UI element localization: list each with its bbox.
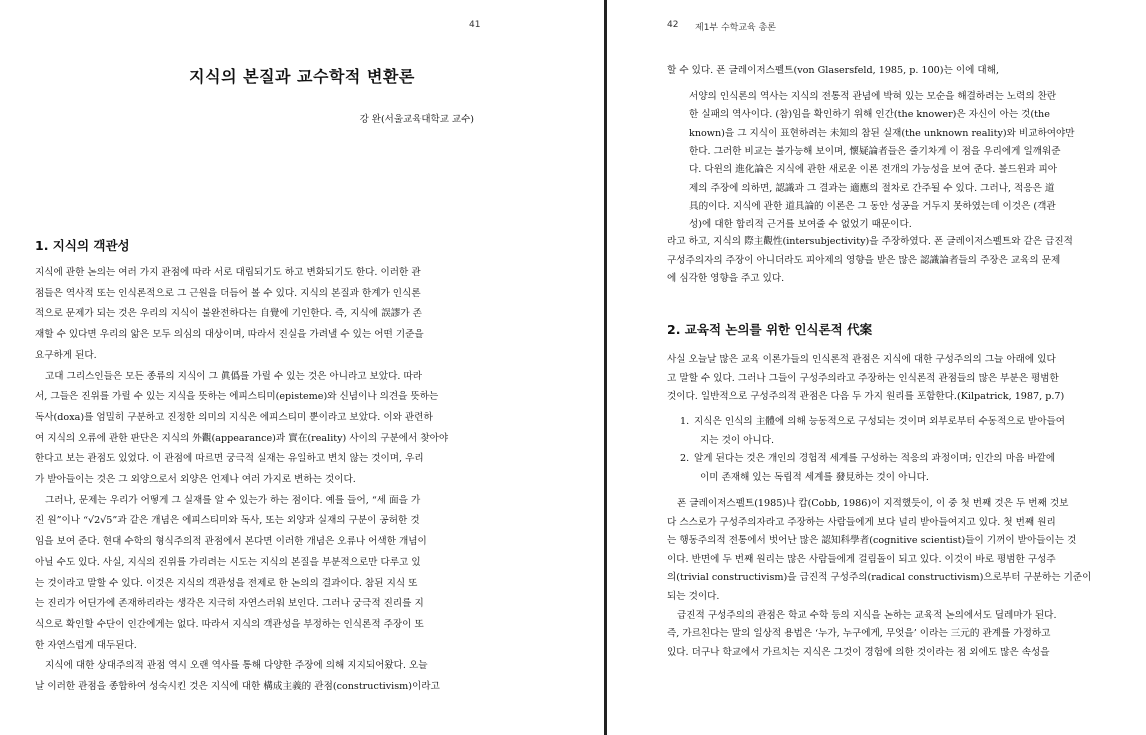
text-line: 독사(doxa)를 엄밀히 구분하고 진정한 의미의 지식은 에피스티미 뿐이라고 보았다. 이와 관련하 bbox=[35, 411, 433, 423]
text-line: 가 받아들이는 것은 그 외양으로서 외양은 언제나 여러 가지로 변하는 것이다. bbox=[35, 474, 356, 485]
text-line: 즉, 가르친다는 말의 일상적 용법은 ‘누가, 누구에게, 무엇을’ 이라는 三元的 관계를 가정하고 bbox=[667, 628, 1051, 640]
list-number: 1. bbox=[680, 416, 690, 427]
text-line: 지식에 대한 상대주의적 관점 역시 오랜 역사를 통해 다양한 주장에 의해 지지되어왔다. 오늘 bbox=[45, 660, 428, 672]
text-line: 의(trivial constructivism)을 급진적 구성주의(radical constructivism)으로부터 구분하는 기준이 bbox=[667, 572, 1092, 584]
text-line: 고 말할 수 있다. 그러나 그들이 구성주의라고 주장하는 인식론적 관점들의 많은 부분은 평범한 bbox=[667, 372, 1059, 384]
section-1-heading: 1. 지식의 객관성 bbox=[35, 238, 130, 253]
text-line: 다 스스로가 구성주의자라고 주장하는 사람들에게 보다 널리 받아들여지고 있다. 첫 번째 원리 bbox=[667, 516, 1056, 528]
text-line: 서양의 인식론의 역사는 지식의 전통적 관념에 박혀 있는 모순을 해결하려는 노력의 찬란 bbox=[689, 91, 1057, 102]
author-line: 강 완(서울교육대학교 교수) bbox=[359, 114, 474, 125]
text-line: 한 실패의 역사이다. (참)임을 확인하기 위해 인간(the knower)은 자신이 아는 것(the bbox=[689, 109, 1050, 121]
list-item-line: 지는 것이 아니다. bbox=[700, 434, 775, 446]
text-line: 는 행동주의적 전통에서 벗어난 많은 認知科學者(cognitive scientist)들이 기꺼이 받아들이는 것 bbox=[667, 535, 1077, 547]
text-line: 이다. 반면에 두 번째 원리는 많은 사람들에게 걸림돌이 되고 있다. 이것이 바로 평범한 구성주 bbox=[667, 553, 1056, 565]
text-line: 한다고 보는 관점도 있었다. 이 관점에 따르면 궁극적 실재는 유일하고 변치 않는 것이며, 우리 bbox=[35, 453, 424, 465]
text-line: 여 지식의 오류에 관한 판단은 지식의 外觀(appearance)과 實在(reality) 사이의 구분에서 찾아야 bbox=[35, 432, 449, 444]
text-line: known)을 그 지식이 표현하려는 未知의 참된 실재(the unknown reality)와 비교하여야만 bbox=[689, 127, 1075, 139]
text-line: 식으로 확인할 수단이 인간에게는 없다. 따라서 지식의 객관성을 부정하는 인식론적 주장이 또 bbox=[35, 618, 424, 630]
section-2-heading: 2. 교육적 논의를 위한 인식론적 代案 bbox=[667, 322, 873, 337]
text-line: 는 것이라고 말할 수 있다. 이것은 지식의 객관성을 전제로 한 논의의 결과이다. 참된 지식 또 bbox=[35, 577, 418, 589]
text-line: 라고 하고, 지식의 際主觀性(intersubjectivity)을 주장하였다. 폰 글레이저스펠트와 같은 급진적 bbox=[667, 236, 1073, 247]
list-item-line: 지식은 인식의 主體에 의해 능동적으로 구성되는 것이며 외부로부터 수동적으로 받아들여 bbox=[694, 416, 1065, 427]
text-line: 제의 주장에 의하면, 認識과 그 결과는 適應의 절차로 간주될 수 있다. 그러나, 적응은 道 bbox=[689, 182, 1055, 194]
text-line: 재할 수 있다면 우리의 앎은 모두 의심의 대상이며, 따라서 진실을 가려낼 수 있는 어떤 기준을 bbox=[35, 329, 424, 341]
text-line: 는 진리가 어딘가에 존재하리라는 생각은 지극히 자연스러워 보인다. 그러나 궁극적 진리를 지 bbox=[35, 598, 424, 610]
text-line: 급진적 구성주의의 관점은 학교 수학 등의 지식을 논하는 교육적 논의에서도 딜레마가 된다. bbox=[677, 609, 1057, 621]
text-line: 날 이러한 관점을 종합하여 성숙시킨 것은 지식에 대한 構成主義的 관점(constructivism)이라고 bbox=[35, 681, 440, 692]
page-number-right: 42 bbox=[667, 20, 679, 30]
running-head: 제1부 수학교육 총론 bbox=[695, 23, 777, 33]
text-line: 적으로 문제가 되는 것은 우리의 지식이 불완전하다는 自覺에 기인한다. 즉, 지식에 誤謬가 존 bbox=[35, 308, 422, 320]
text-line: 진 원”이나 “√2√5”과 같은 개념은 에피스티미와 독사, 또는 외양과 실재의 구분이 공허한 것 bbox=[35, 515, 420, 527]
text-line: 사실 오늘날 많은 교육 이론가들의 인식론적 관점은 지식에 대한 구성주의의 그늘 아래에 있다 bbox=[667, 354, 1056, 365]
right-page bbox=[608, 0, 1146, 735]
text-line: 지식에 관한 논의는 여러 가지 관점에 따라 서로 대립되기도 하고 변화되기도 한다. 이러한 관 bbox=[35, 267, 421, 278]
text-line: 아닐 수도 있다. 사실, 지식의 진위를 가리려는 시도는 지식의 본질을 부분적으로만 다루고 있 bbox=[35, 556, 421, 568]
text-line: 에 심각한 영향을 주고 있다. bbox=[667, 273, 785, 284]
text-line: 임을 보여 준다. 현대 수학의 형식주의적 관점에서 본다면 이러한 개념은 오류나 어색한 개념이 bbox=[35, 536, 427, 548]
text-line: 具的이다. 지식에 관한 道具論的 이론은 그 동안 성공을 거두지 못하였는데 이것은 (객관 bbox=[689, 200, 1056, 212]
text-line: 고대 그리스인들은 모든 종류의 지식이 그 眞僞를 가릴 수 있는 것은 아니라고 보았다. 따라 bbox=[45, 370, 422, 382]
text-line: 한 자연스럽게 대두된다. bbox=[35, 639, 137, 651]
page-divider bbox=[604, 0, 607, 735]
text-line: 서, 그들은 진위를 가릴 수 있는 지식을 뜻하는 에피스티미(episteme)와 신념이나 의견을 뜻하는 bbox=[35, 391, 439, 403]
page-number: 41 bbox=[469, 20, 481, 30]
list-number: 2. bbox=[680, 453, 690, 464]
text-line: 구성주의자의 주장이 아니더라도 피아제의 영향을 받은 많은 認識論者들의 주장은 교육의 문제 bbox=[667, 254, 1061, 266]
text-line: 점들은 역사적 또는 인식론적으로 그 근원을 더듬어 볼 수 있다. 지식의 본질과 한계가 인식론 bbox=[35, 287, 421, 299]
list-item-line: 알게 된다는 것은 개인의 경험적 세계를 구성하는 적응의 과정이며; 인간의 마음 바깥에 bbox=[694, 453, 1056, 464]
text-line: 한다. 그러한 비교는 불가능해 보이며, 懷疑論者들은 줄기차게 이 점을 우리에게 일깨워준 bbox=[689, 145, 1061, 157]
text-line: 다. 다윈의 進化論은 지식에 관한 새로운 이론 전개의 가능성을 보여 준다. 볼드윈과 피아 bbox=[689, 164, 1058, 176]
text-line: 있다. 더구나 학교에서 가르치는 지식은 그것이 경험에 의한 것이라는 점 외에도 많은 속성을 bbox=[667, 646, 1050, 658]
paper-title: 지식의 본질과 교수학적 변환론 bbox=[189, 67, 415, 86]
list-item-line: 이미 존재해 있는 독립적 세계를 發見하는 것이 아니다. bbox=[700, 471, 929, 483]
text-line: 성)에 대한 합리적 근거를 보여줄 수 없었기 때문이다. bbox=[689, 219, 912, 231]
text-line: 되는 것이다. bbox=[667, 591, 720, 602]
text-line: 것이다. 일반적으로 구성주의적 관점은 다음 두 가지 원리를 포함한다.(Kilpatrick, 1987, p.7) bbox=[667, 391, 1065, 402]
text-line: 요구하게 된다. bbox=[35, 349, 97, 361]
text-line: 폰 글레이저스펠트(1985)나 캅(Cobb, 1986)이 지적했듯이, 이 중 첫 번째 것은 두 번째 것보 bbox=[677, 498, 1069, 509]
intro-line: 할 수 있다. 폰 글레이저스펠트(von Glasersfeld, 1985, p. 100)는 이에 대해, bbox=[667, 65, 1000, 76]
text-line: 그러나, 문제는 우리가 어떻게 그 실재를 알 수 있는가 하는 점이다. 예를 들어, “세 面을 가 bbox=[45, 494, 421, 506]
